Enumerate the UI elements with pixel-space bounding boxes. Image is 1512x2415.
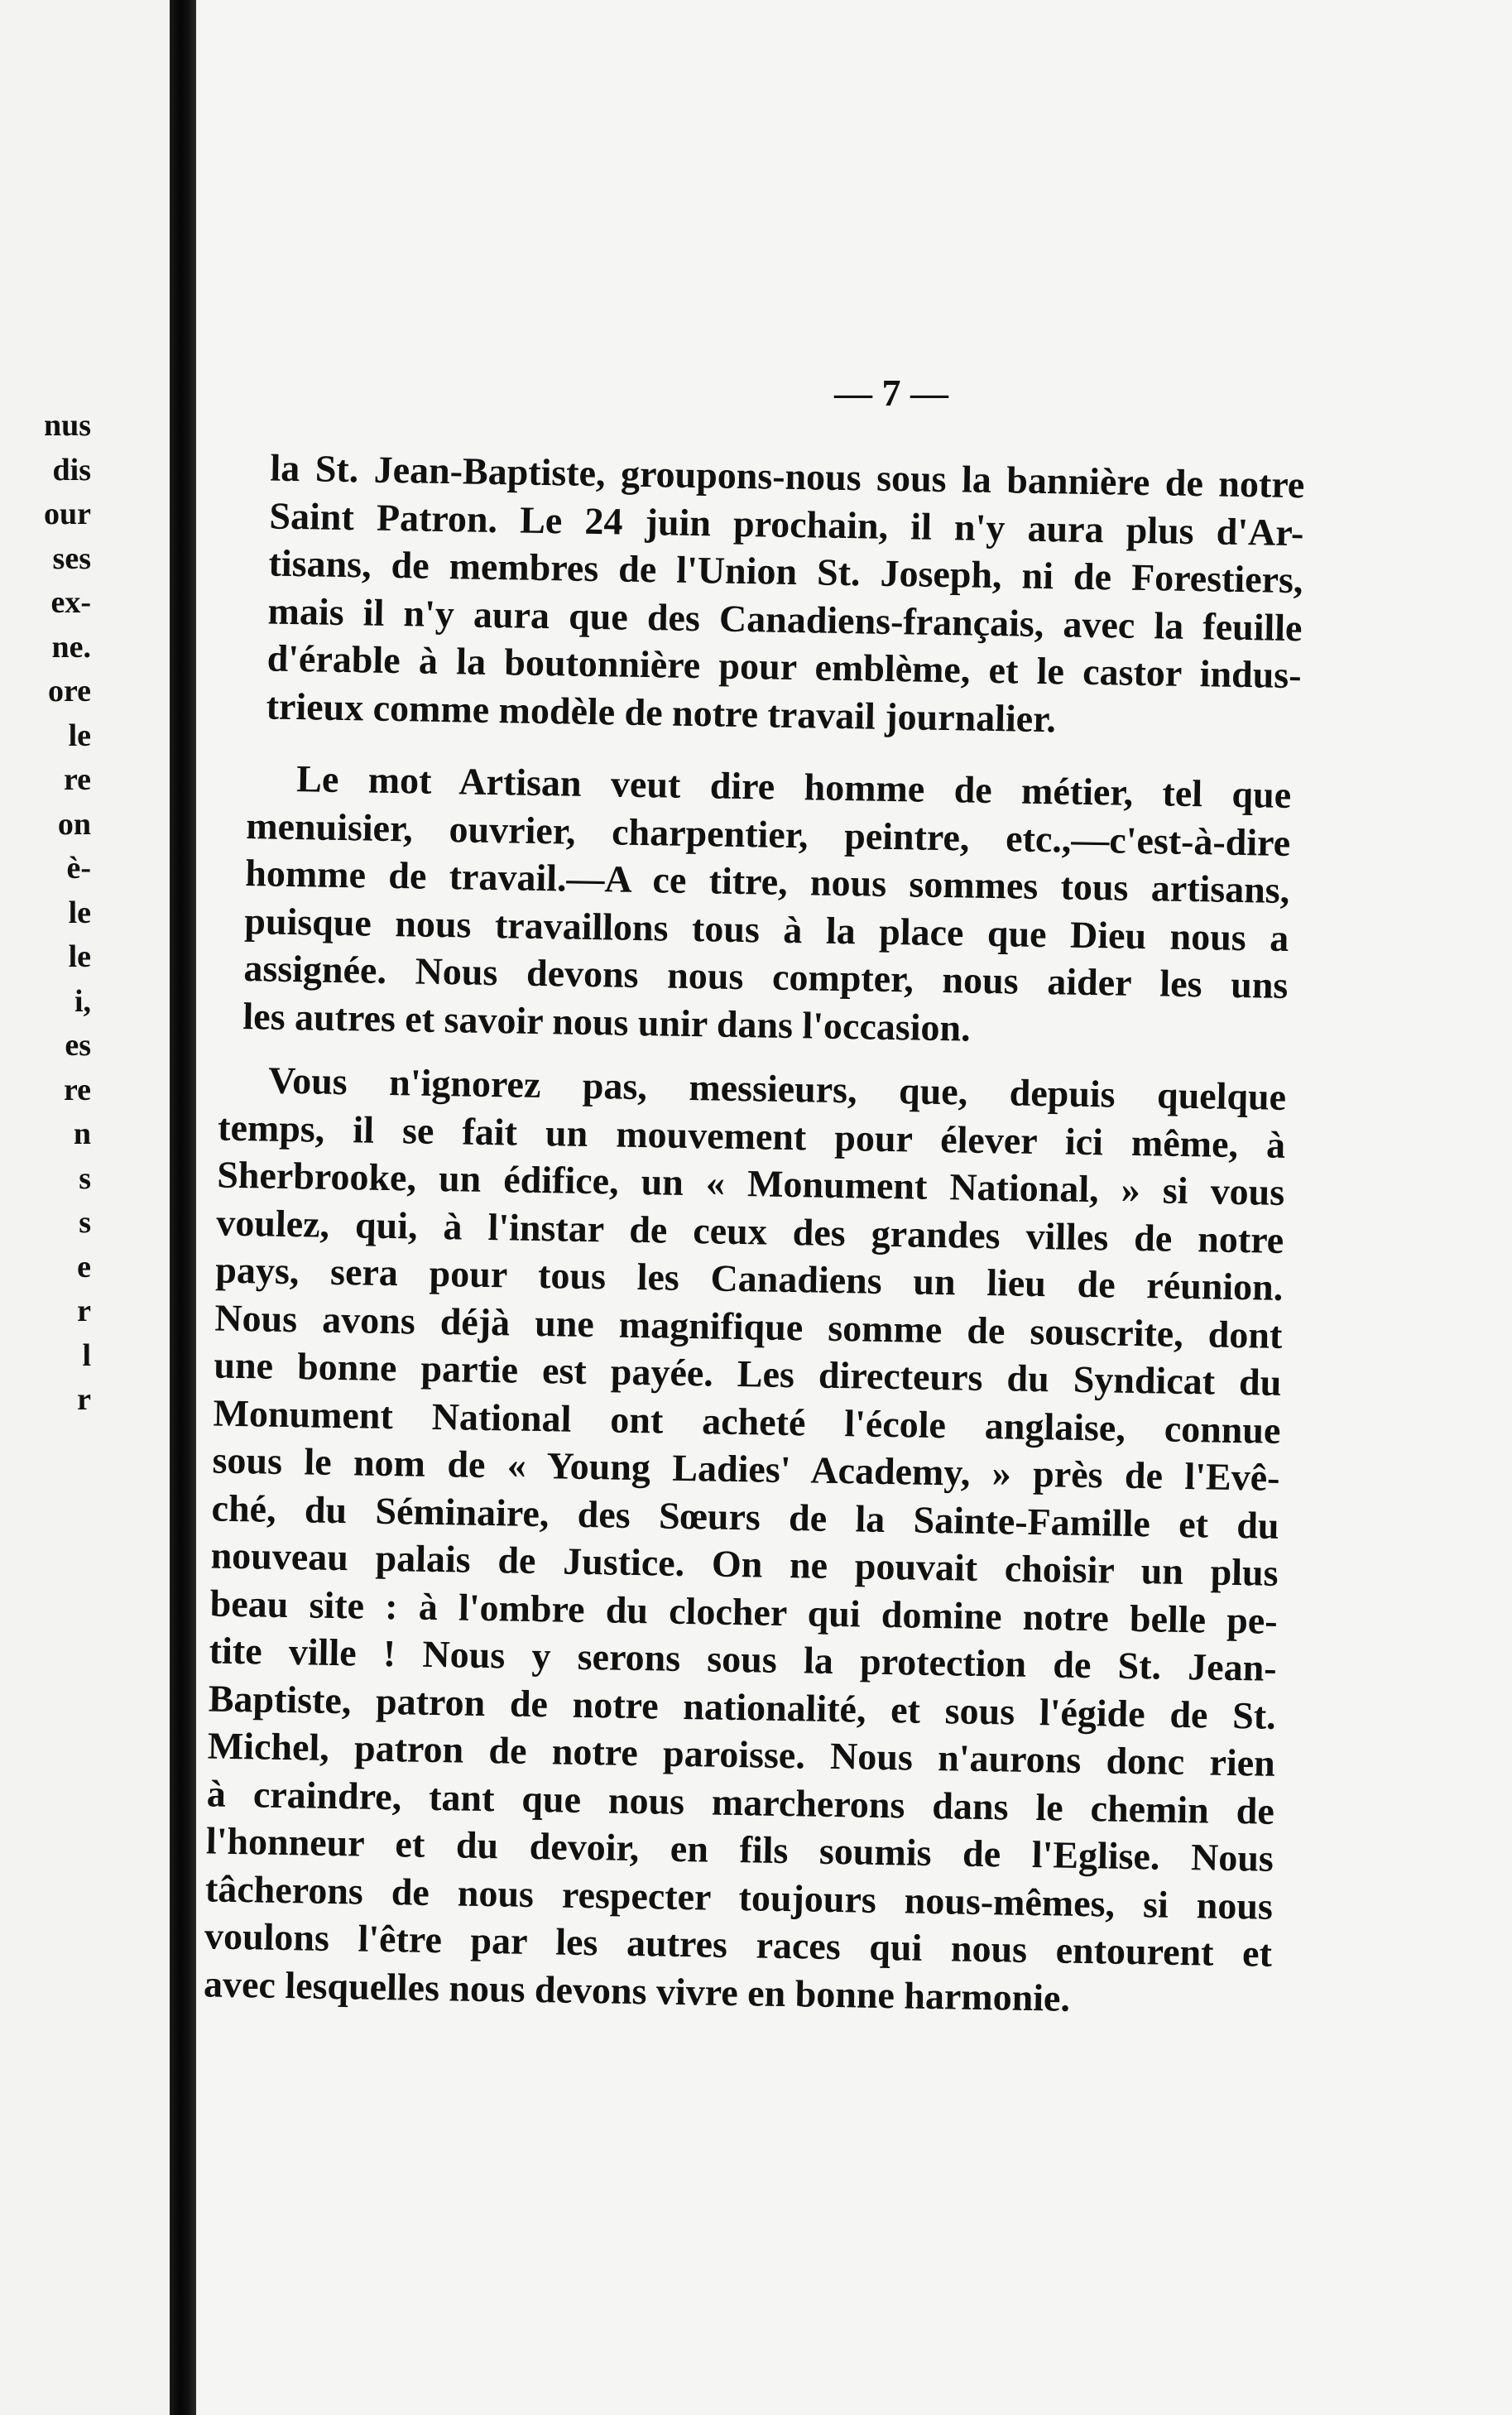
fragment-line: nus bbox=[43, 408, 91, 443]
fragment-line: ore bbox=[47, 674, 91, 708]
text-line: Saint Patron. Le 24 juin prochain, il n'y aura plus d'Ar- bbox=[269, 493, 1304, 554]
fragment-line: dis bbox=[52, 452, 91, 487]
text-line: tâcherons de nous respecter toujours nous-mêmes, si nous bbox=[204, 1866, 1274, 1928]
text-line: menuisier, ouvrier, charpentier, peintre, etc.,—c'est-à-dire bbox=[245, 804, 1291, 864]
paragraph-3 bbox=[204, 1056, 1287, 2025]
text-line: mais il n'y aura que des Canadiens-français, avec la feuille bbox=[267, 588, 1303, 649]
body-text bbox=[196, 443, 1305, 2019]
fragment-line: re bbox=[63, 762, 91, 797]
document-page bbox=[196, 0, 1512, 2415]
text-line: la St. Jean-Baptiste, groupons-nous sous la bannière de notre bbox=[270, 446, 1305, 507]
text-line: Baptiste, patron de notre nationalité, et sous l'égide de St. bbox=[208, 1676, 1277, 1737]
fragment-line: s bbox=[79, 1205, 91, 1240]
fragment-line: s bbox=[79, 1160, 91, 1196]
fragment-line: n bbox=[73, 1116, 91, 1151]
text-line: les autres et savoir nous unir dans l'occasion. bbox=[242, 994, 972, 1049]
text-line: à craindre, tant que nous marcherons dans le chemin de bbox=[206, 1771, 1275, 1832]
book-spine-gutter bbox=[170, 0, 196, 2415]
fragment-line: l bbox=[82, 1337, 91, 1373]
text-line: tite ville ! Nous y serons sous la protection de St. Jean- bbox=[209, 1629, 1278, 1689]
previous-page-edge bbox=[0, 0, 170, 2415]
text-line: Michel, patron de notre paroisse. Nous n'aurons donc rien bbox=[207, 1724, 1276, 1784]
text-line: l'honneur et du devoir, en fils soumis de l'Eglise. Nous bbox=[205, 1819, 1274, 1880]
text-line: Monument National ont acheté l'école anglaise, connue bbox=[213, 1391, 1281, 1452]
fragment-line: es bbox=[65, 1028, 91, 1063]
paragraph-1 bbox=[266, 444, 1305, 747]
fragment-line: le bbox=[68, 718, 91, 753]
text-line: homme de travail.—A ce titre, nous sommes tous artisans, bbox=[244, 852, 1290, 911]
text-line: Nous avons déjà une magnifique somme de souscrite, dont bbox=[214, 1296, 1283, 1356]
text-line: Le mot Artisan veut dire homme de métier, tel que bbox=[295, 757, 1292, 816]
text-line: Vous n'ignorez pas, messieurs, que, depuis quelque bbox=[267, 1059, 1287, 1118]
text-line: voulons l'être par les autres races qui nous entourent et bbox=[204, 1914, 1273, 1975]
fragment-line: i, bbox=[74, 983, 91, 1019]
text-line: beau site : à l'ombre du clocher qui domine notre belle pe- bbox=[209, 1581, 1279, 1642]
text-line: ché, du Séminaire, des Sœurs de la Sainte-Famille et du bbox=[211, 1486, 1279, 1547]
fragment-line: ex- bbox=[50, 585, 91, 620]
text-line: voulez, qui, à l'instar de ceux des grandes villes de notre bbox=[215, 1201, 1284, 1261]
text-line: puisque nous travaillons tous à la place que Dieu nous a bbox=[244, 899, 1289, 959]
previous-page-text-fragments bbox=[0, 404, 91, 1423]
fragment-line: r bbox=[77, 1382, 91, 1417]
fragment-line: our bbox=[44, 497, 91, 531]
text-line: d'érable à la boutonnière pour emblème, et le castor indus- bbox=[266, 636, 1302, 697]
fragment-line: ses bbox=[52, 540, 91, 576]
text-line: sous le nom de « Young Ladies' Academy, » près de l'Evê- bbox=[212, 1438, 1280, 1499]
text-line: trieux comme modèle de notre travail journalier. bbox=[266, 684, 1057, 740]
text-line: assignée. Nous devons nous compter, nous aider les uns bbox=[243, 947, 1289, 1006]
fragment-line: r bbox=[77, 1294, 91, 1328]
text-line: Sherbrooke, un édifice, un « Monument National, » si vous bbox=[216, 1153, 1285, 1213]
fragment-line: è- bbox=[66, 851, 91, 886]
paragraph-2 bbox=[242, 754, 1292, 1057]
page-number: — 7 — bbox=[834, 372, 948, 414]
text-line: une bonne partie est payée. Les directeurs du Syndicat du bbox=[214, 1343, 1282, 1404]
text-line: temps, il se fait un mouvement pour élever ici même, à bbox=[217, 1106, 1286, 1166]
text-line: nouveau palais de Justice. On ne pouvait choisir un plus bbox=[210, 1534, 1279, 1594]
text-line: avec lesquelles nous devons vivre en bonne harmonie. bbox=[203, 1961, 1071, 2019]
fragment-line: le bbox=[68, 895, 91, 930]
fragment-line: re bbox=[63, 1072, 91, 1107]
fragment-line: on bbox=[57, 806, 91, 842]
text-line: tisans, de membres de l'Union St. Joseph, ni de Forestiers, bbox=[268, 541, 1303, 602]
fragment-line: le bbox=[68, 939, 91, 974]
fragment-line: ne. bbox=[51, 629, 91, 665]
fragment-line: e bbox=[77, 1249, 91, 1284]
text-line: pays, sera pour tous les Canadiens un lieu de réunion. bbox=[215, 1248, 1284, 1308]
